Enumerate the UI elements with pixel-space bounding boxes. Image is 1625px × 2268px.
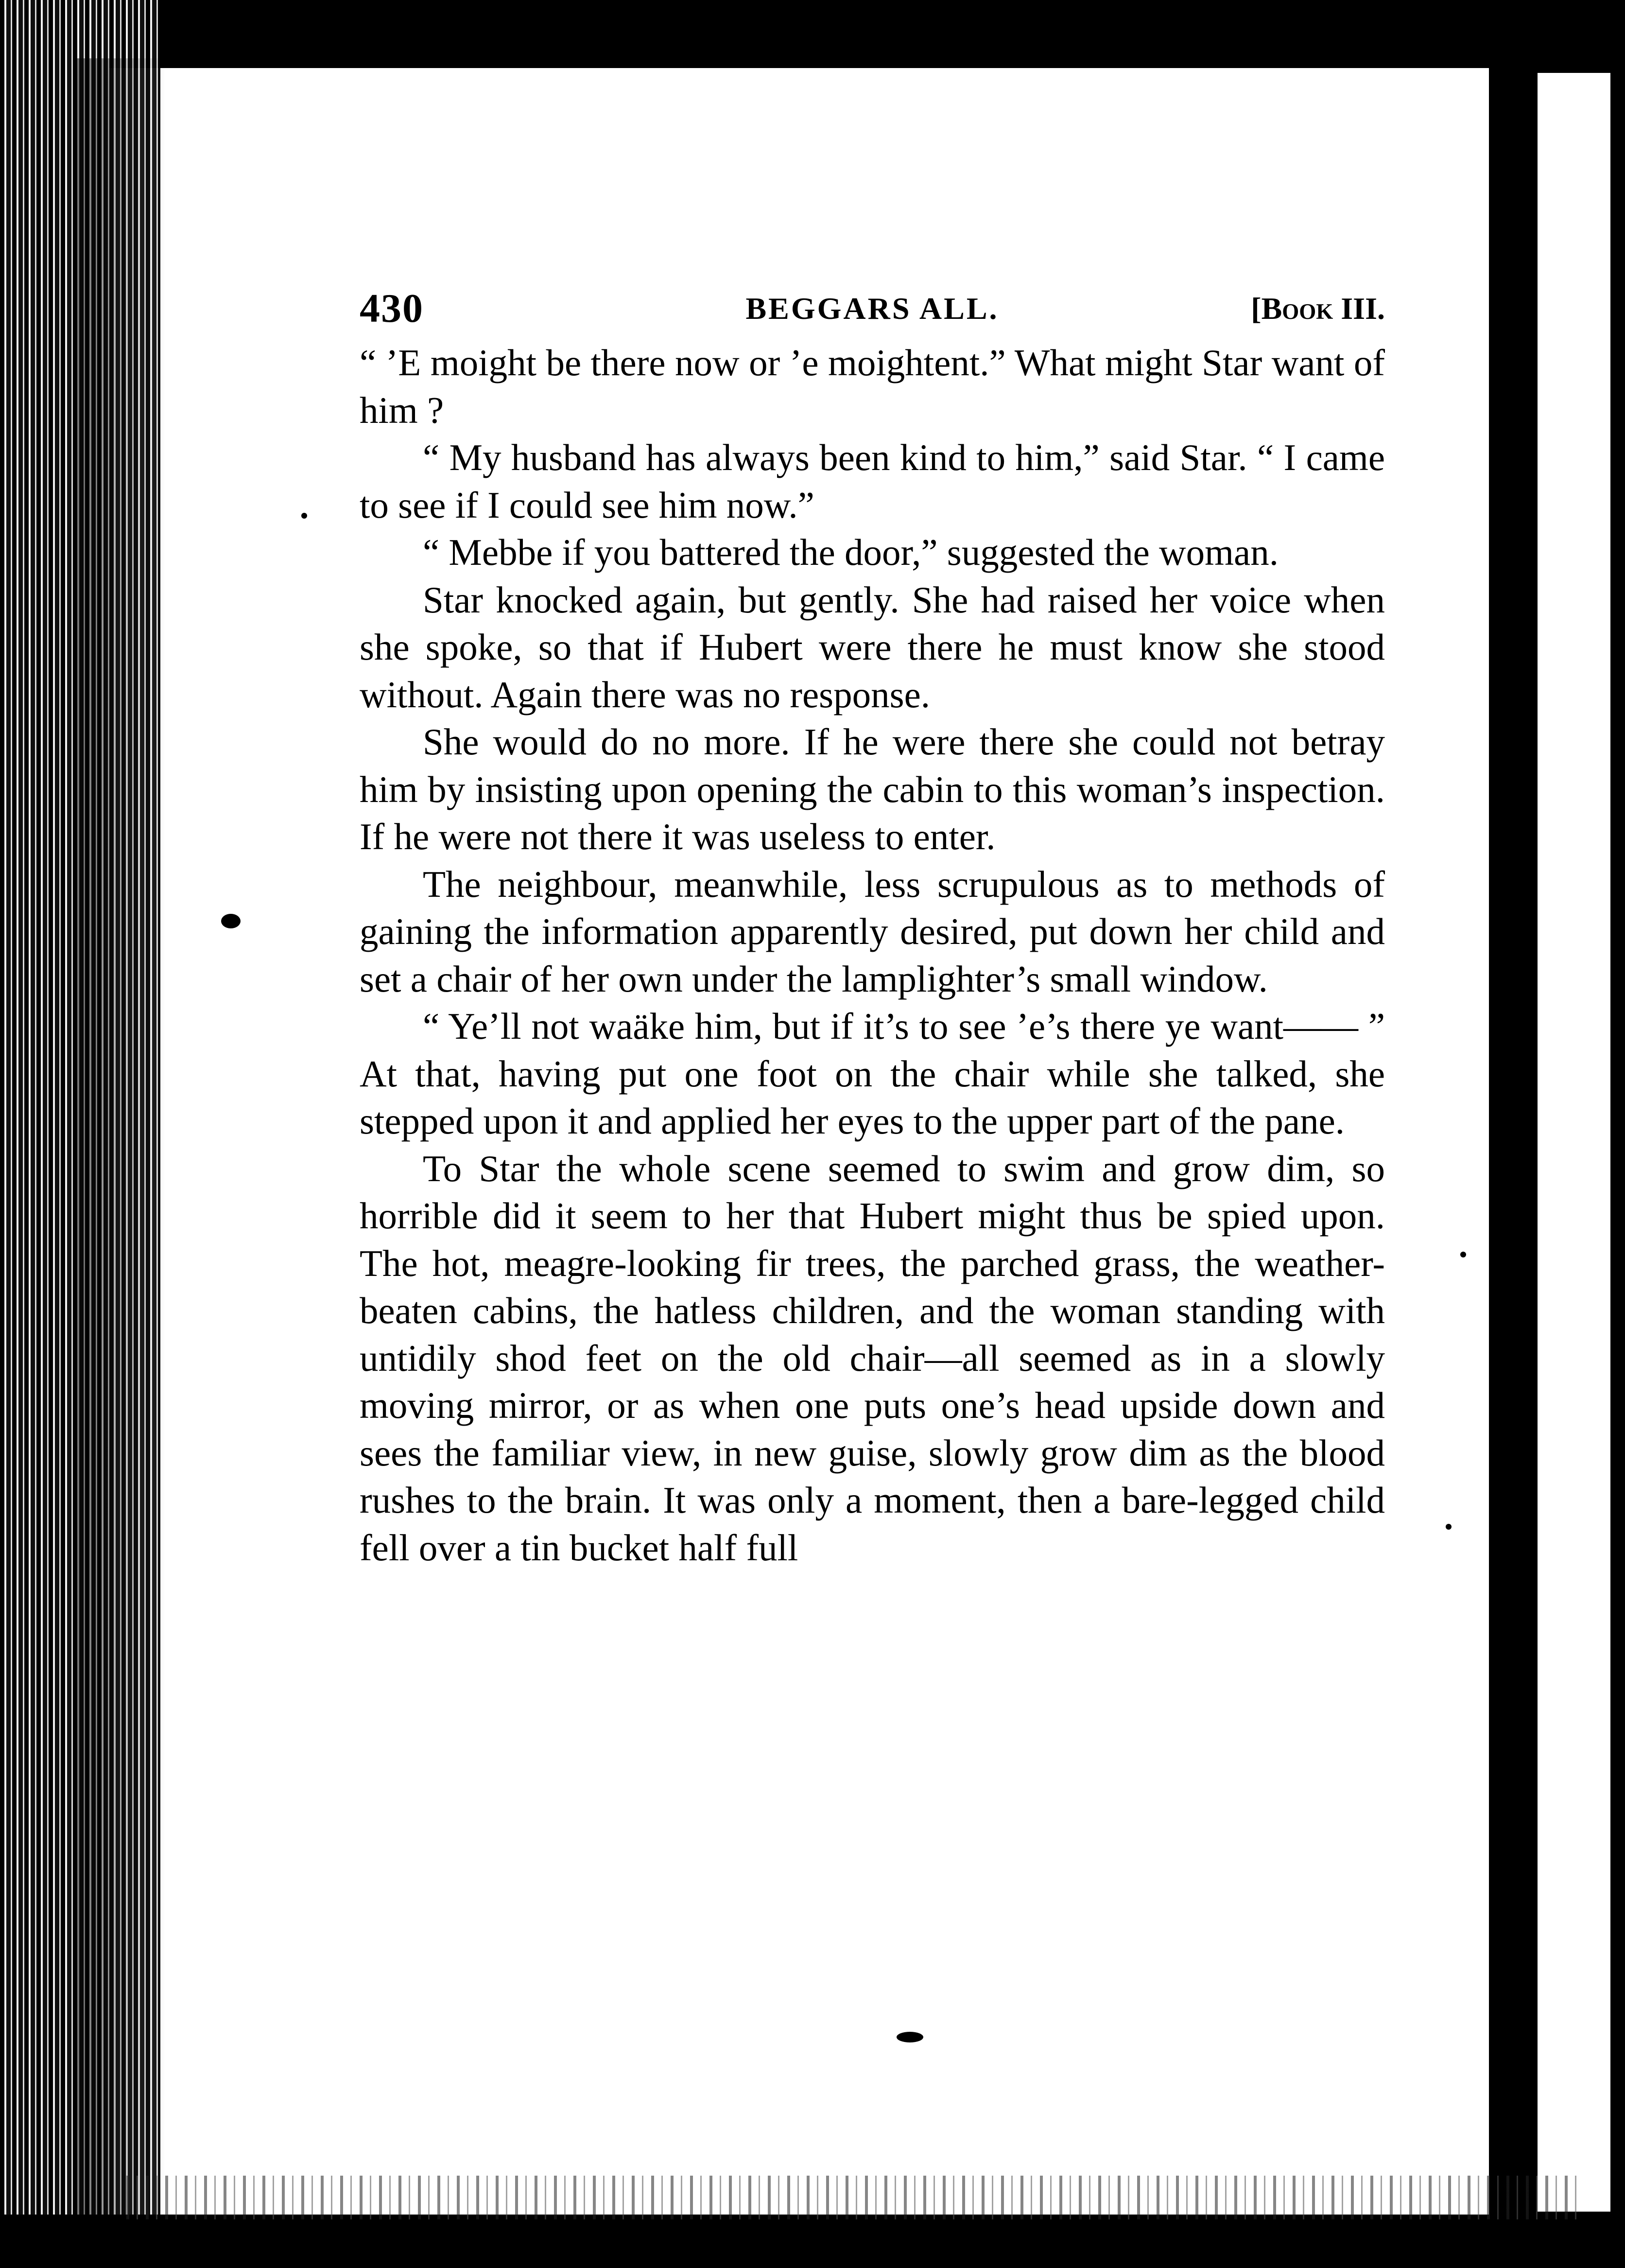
- paragraph: “ ’E moight be there now or ’e moightent.” What might Star want of him ?: [360, 342, 1385, 431]
- paragraph: “ Ye’ll not waäke him, but if it’s to see ’e’s there ye want—— ” At that, having put one foot on the chair while she talked, she stepped upon it and applied her eyes to the upper part of the pane.: [360, 1005, 1385, 1142]
- paragraph: She would do no more. If he were there she could not betray him by insisting upon opening the cabin to this woman’s inspection. If he were not there it was useless to enter.: [360, 721, 1385, 857]
- margin-speck: [897, 2032, 923, 2042]
- next-page-edge: [1538, 73, 1610, 2212]
- margin-speck: [1460, 1252, 1466, 1257]
- gutter-fade: [73, 58, 165, 2236]
- page-number: 430: [360, 286, 424, 331]
- book-label: [Book III.: [1251, 291, 1385, 326]
- margin-speck: [221, 914, 241, 928]
- bottom-scan-border: [0, 2215, 1625, 2268]
- paragraph: “ My husband has always been kind to him,” said Star. “ I came to see if I could see him now.”: [360, 436, 1385, 526]
- paragraph: “ Mebbe if you battered the door,” suggested the woman.: [423, 531, 1279, 573]
- margin-speck: [1446, 1524, 1452, 1530]
- page-content: [360, 282, 1385, 1571]
- body-text: [360, 339, 1385, 1571]
- running-head: [360, 282, 1385, 335]
- margin-speck: [301, 513, 307, 519]
- bottom-edge-noise: [126, 2176, 1584, 2219]
- paragraph: The neighbour, meanwhile, less scrupulous as to methods of gaining the information apparently desired, put down her child and set a chair of her own under the lamplighter’s small window.: [360, 863, 1385, 1000]
- paragraph: Star knocked again, but gently. She had raised her voice when she spoke, so that if Hubert were there he must know she stood without. Again there was no response.: [360, 578, 1385, 715]
- paragraph: To Star the whole scene seemed to swim and grow dim, so horrible did it seem to her that Hubert might thus be spied upon. The hot, meagre-looking fir trees, the parched grass, the weather-beaten cabins, the hatless children, and the woman standing with untidily shod feet on the old chair—all seemed as in a slowly moving mirror, or as when one puts one’s head upside down and sees the familiar view, in new guise, slowly grow dim as the blood rushes to the brain. It was only a moment, then a bare-legged child fell over a tin bucket half full: [360, 1147, 1385, 1569]
- running-title: BEGGARS ALL.: [745, 291, 999, 326]
